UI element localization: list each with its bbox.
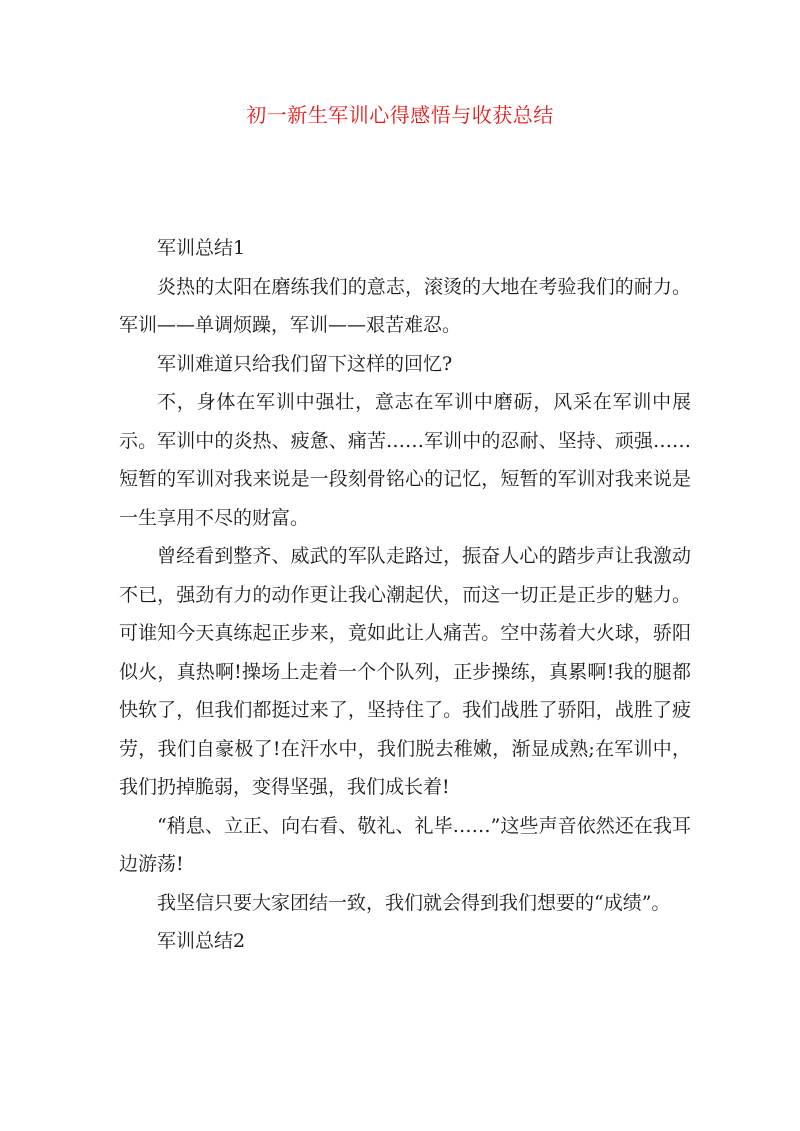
paragraph: 不，身体在军训中强壮，意志在军训中磨砺，风采在军训中展示。军训中的炎热、疲惫、痛苦……军训中的忍耐、坚持、顽强……短暂的军训对我来说是一段刻骨铭心的记忆，短暂的军训对我来说是一生享用不尽的财富。 [119, 391, 691, 529]
paragraph: 军训难道只给我们留下这样的回忆? [157, 352, 453, 375]
section-heading: 军训总结1 [157, 237, 246, 259]
document-title: 初一新生军训心得感悟与收获总结 [246, 103, 554, 127]
paragraph: 曾经看到整齐、威武的军队走路过，振奋人心的踏步声让我激动不已，强劲有力的动作更让我心潮起伏，而这一切正是正步的魅力。可谁知今天真练起正步来，竟如此让人痛苦。空中荡着大火球，骄阳似火，真热啊!操场上走着一个个队列，正步操练，真累啊!我的腿都快软了，但我们都挺过来了，坚持住了。我们战胜了骄阳，战胜了疲劳，我们自豪极了!在汗水中，我们脱去稚嫩，渐显成熟;在军训中，我们扔掉脆弱，变得坚强，我们成长着! [119, 545, 691, 798]
paragraph: 炎热的太阳在磨练我们的意志，滚烫的大地在考验我们的耐力。军训——单调烦躁，军训——艰苦难忍。 [119, 275, 691, 336]
section-heading: 军训总结2 [157, 930, 246, 952]
document-body [119, 229, 691, 961]
paragraph: “稍息、立正、向右看、敬礼、礼毕……”这些声音依然还在我耳边游荡! [119, 814, 691, 875]
paragraph: 我坚信只要大家团结一致，我们就会得到我们想要的“成绩”。 [157, 891, 671, 914]
